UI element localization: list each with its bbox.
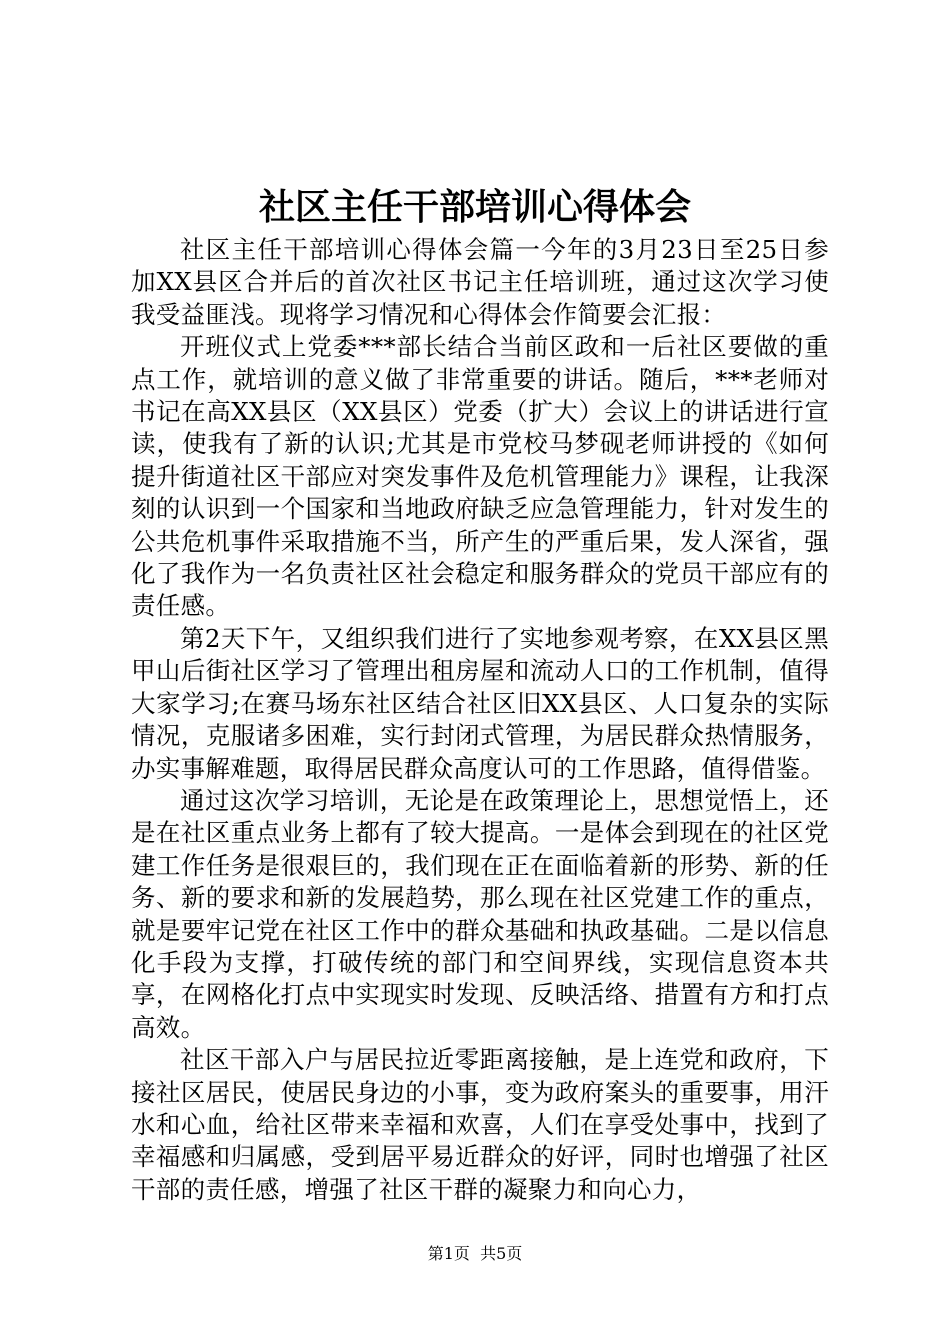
paragraph-2: 开班仪式上党委***部长结合当前区政和一后社区要做的重点工作，就培训的意义做了非常重要的讲话。随后，***老师对书记在高XX县区（XX县区）党委（扩大）会议上的讲话进行宣读，使我有了新的认识;尤其是市党校马梦砚老师讲授的《如何提升街道社区干部应对突发事件及危机管理能力》课程，让我深刻的认识到一个国家和当地政府缺乏应急管理能力，针对发生的公共危机事件采取措施不当，所产生的严重后果，发人深省，强化了我作为一名负责社区社会稳定和服务群众的党员干部应有的责任感。 [131,332,829,621]
paragraph-3: 第2天下午，又组织我们进行了实地参观考察，在XX县区黑甲山后街社区学习了管理出租房屋和流动人口的工作机制，值得大家学习;在赛马场东社区结合社区旧XX县区、人口复杂的实际情况，克服诸多困难，实行封闭式管理，为居民群众热情服务，办实事解难题，取得居民群众高度认可的工作思路，值得借鉴。 [131,623,829,783]
page-total: 共5页 [480,1244,523,1263]
paragraph-1: 社区主任干部培训心得体会篇一今年的3月23日至25日参加XX县区合并后的首次社区书记主任培训班，通过这次学习使我受益匪浅。现将学习情况和心得体会作简要会汇报： [131,235,829,329]
paragraph-4: 通过这次学习培训，无论是在政策理论上，思想觉悟上，还是在社区重点业务上都有了较大提高。一是体会到现在的社区党建工作任务是很艰巨的，我们现在正在面临着新的形势、新的任务、新的要求和新的发展趋势，那么现在社区党建工作的重点，就是要牢记党在社区工作中的群众基础和执政基础。二是以信息化手段为支撑，打破传统的部门和空间界线，实现信息资本共享，在网格化打点中实现实时发现、反映活络、措置有方和打点高效。 [131,785,829,1042]
paragraph-5: 社区干部入户与居民拉近零距离接触，是上连党和政府，下接社区居民，使居民身边的小事，变为政府案头的重要事，用汗水和心血，给社区带来幸福和欢喜，人们在享受处事中，找到了幸福感和归属感，受到居平易近群众的好评，同时也增强了社区干部的责任感，增强了社区干群的凝聚力和向心力， [131,1045,829,1204]
document-body [131,234,829,1206]
page-number: 第1页 [427,1244,470,1263]
page-footer [0,1243,950,1265]
document-title: 社区主任干部培训心得体会 [258,186,691,228]
